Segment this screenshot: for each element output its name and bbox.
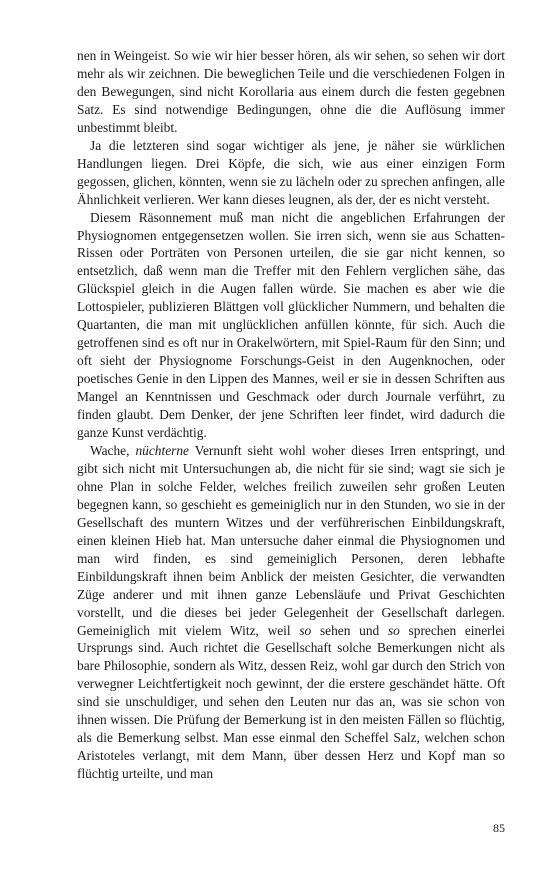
emphasis-text: so xyxy=(299,622,312,638)
paragraph xyxy=(77,137,505,209)
paragraph xyxy=(77,209,505,442)
emphasis-text: so xyxy=(387,622,400,638)
paragraph xyxy=(77,442,505,783)
text-run: sprechen einerlei Ursprungs sind. Auch richtet die Gesellschaft solche Bemerkungen nicht als bare Philosophie, sondern als Witz, dessen Reiz, wohl gar durch den Strich von verwegner Leichtfertigkeit noch gewinnt, der die erstere geschändet hätte. Oft sind sie unschuldiger, und sehen den Leuten nur das an, was sie schon von ihnen wissen. Die Prüfung der Bemerkung ist in den meisten Fällen so flüchtig, als die Bemerkung selbst. Man esse einmal den Scheffel Salz, welchen schon Aristoteles verlangt, mit dem Mann, über dessen Herz und Kopf man so flüchtig urteilte, und man xyxy=(77,622,505,782)
page-body xyxy=(77,47,505,783)
page-number: 85 xyxy=(493,821,505,835)
emphasis-text: nüchterne xyxy=(135,442,189,458)
text-run: sehen und xyxy=(311,622,388,638)
paragraph xyxy=(77,47,505,137)
text-run: Ja die letzteren sind sogar wichtiger als jene, je näher sie würklichen Handlungen liegen. Drei Köpfe, die sich, wie aus einer einzigen Form gegossen, glichen, könnten, wenn sie zu lächeln oder zu sprechen anfingen, alle Ähnlichkeit verlieren. Wer kann dieses leugnen, als der, der es nicht versteht. xyxy=(77,137,505,207)
text-run: nen in Weingeist. So wie wir hier besser hören, als wir sehen, so sehen wir dort mehr als wir zeichnen. Die beweglichen Teile und die verschiedenen Folgen in den Bewegungen, sind nicht Korollaria aus einem durch die festen gegebnen Satz. Es sind notwendige Bedingungen, ohne die die Auflösung immer unbestimmt bleibt. xyxy=(77,48,505,135)
text-run: Vernunft sieht wohl woher dieses Irren entspringt, und gibt sich nicht mit Untersuchungen ab, die nicht für sie sind; wagt sie sich je ohne Plan in solche Felder, welches freilich zuweilen sehr großen Leuten begegnen kann, so geschieht es gemeiniglich nur in den Stunden, wo sie in der Gesellschaft des muntern Witzes und der verführerischen Einbildungskraft, einen kleinen Hieb hat. Man untersuche daher einmal die Physiognomen und man wird finden, es sind gemeiniglich Personen, deren lebhafte Einbildungskraft ihnen beim Anblick der meisten Gesichter, die verwandten Züge anderer und mit ihnen ganze Lebensläufe und Privat Geschichten vorstellt, und die dieses bei jeder Gelegenheit der Gesellschaft darlegen. Gemeiniglich mit vielem Witz, weil xyxy=(77,442,505,638)
text-run: Diesem Räsonnement muß man nicht die angeblichen Erfahrungen der Physiognomen entgegensetzen wollen. Sie irren sich, wenn sie aus Schatten-Rissen oder Porträten von Personen urteilen, die sie gar nicht kennen, so entsetzlich, daß wenn man die Treffer mit den Fehlern verglichen sähe, das Glückspiel gleich in die Augen fallen würde. Sie machen es aber wie die Lottospieler, publizieren Blättgen voll glücklicher Nummern, und behalten die Quartanten, die man mit unglücklichen anfüllen könnte, für sich. Auch die getroffenen sind es oft nur in Orakelwörtern, mit Spiel-Raum für den Sinn; und oft sieht der Physiognome Forschungs-Geist in den Augenknochen, oder poetisches Genie in den Lippen des Mannes, weil er sie in dessen Schriften aus Mangel an Kenntnissen und Geschmack oder durch Journale verführt, zu finden glaubt. Dem Denker, der jene Schriften leer findet, wird dadurch die ganze Kunst verdächtig. xyxy=(77,209,505,441)
text-run: Wache, xyxy=(90,442,136,458)
